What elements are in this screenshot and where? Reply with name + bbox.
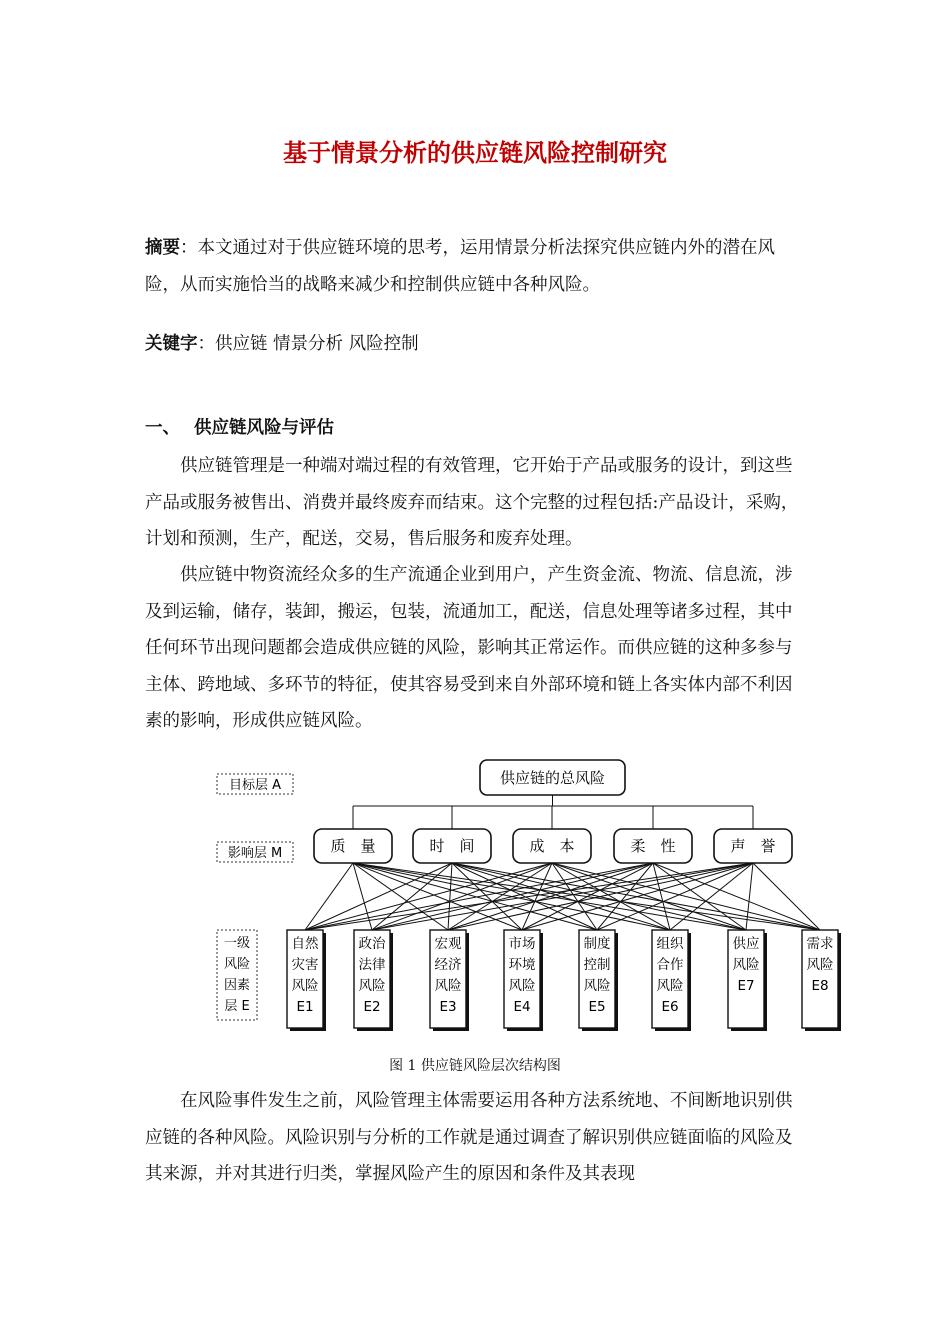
factor-node-label-line: 制度 bbox=[583, 936, 611, 952]
factor-node-label-line: 组织 bbox=[656, 936, 684, 952]
goal-layer-label: 目标层 A bbox=[228, 778, 282, 793]
risk-hierarchy-diagram bbox=[210, 758, 850, 1038]
factor-node-label-line: 经济 bbox=[434, 957, 462, 973]
connector-middle-to-factor bbox=[305, 863, 353, 930]
factor-node-label-line: 风险 bbox=[806, 957, 834, 973]
factor-layer-label-line: 一级 bbox=[223, 936, 251, 951]
abstract-text: ：本文通过对于供应链环境的思考，运用情景分析法探究供应链内外的潜在风险，从而实施恰当的战略来减少和控制供应链中各种风险。 bbox=[145, 238, 775, 295]
abstract-label: 摘要 bbox=[145, 238, 180, 258]
factor-node-label-line: E8 bbox=[811, 978, 829, 994]
factor-node-label-line: 宏观 bbox=[434, 936, 462, 952]
section-number: 一、 bbox=[145, 418, 180, 438]
keywords-text: ：供应链 情景分析 风险控制 bbox=[197, 334, 419, 354]
factor-node-label-line: 风险 bbox=[358, 978, 386, 994]
factor-node-label-line: 需求 bbox=[806, 936, 834, 952]
factor-node-label-line: 供应 bbox=[732, 936, 760, 952]
connector-middle-to-factor bbox=[448, 863, 452, 930]
factor-node-label-line: 控制 bbox=[583, 957, 611, 973]
middle-node-label: 声 誉 bbox=[730, 837, 776, 855]
top-node-label: 供应链的总风险 bbox=[499, 769, 606, 787]
risk-hierarchy-figure bbox=[210, 758, 850, 1038]
factor-layer-label-line: 层 E bbox=[224, 999, 250, 1014]
factor-layer-label-line: 因素 bbox=[223, 978, 251, 993]
factor-node-label-line: 风险 bbox=[656, 978, 684, 994]
factor-node-label-line: E1 bbox=[296, 999, 314, 1015]
abstract bbox=[145, 230, 805, 303]
factor-node-label-line: 合作 bbox=[656, 957, 684, 973]
factor-node-label-line: E6 bbox=[661, 999, 679, 1015]
connector-middle-to-factor bbox=[448, 863, 552, 930]
factor-node-label-line: 法律 bbox=[358, 957, 386, 973]
factor-layer-label-line: 风险 bbox=[223, 957, 251, 972]
paragraph-2: 供应链中物资流经众多的生产流通企业到用户，产生资金流、物流、信息流，涉及到运输，储存，装卸，搬运，包装，流通加工，配送，信息处理等诸多过程，其中任何环节出现问题都会造成供应链的风险，影响其正常运作。而供应链的这种多参与主体、跨地域、多环节的特征，使其容易受到来自外部环境和链上各实体内部不利因素的影响，形成供应链风险。 bbox=[145, 565, 793, 731]
factor-node-label-line: 灾害 bbox=[291, 957, 319, 973]
middle-node-label: 质 量 bbox=[330, 837, 376, 855]
paper-title: 基于情景分析的供应链风险控制研究 bbox=[283, 139, 667, 167]
connector-middle-to-factor bbox=[653, 863, 820, 930]
factor-node-label-line: E4 bbox=[513, 999, 531, 1015]
middle-node-label: 柔 性 bbox=[630, 837, 676, 855]
factor-node-label-line: E3 bbox=[439, 999, 457, 1015]
factor-node-label-line: 自然 bbox=[291, 936, 319, 952]
section-title: 供应链风险与评估 bbox=[194, 418, 334, 438]
factor-node-label-line: 环境 bbox=[508, 957, 536, 973]
keywords-label: 关键字 bbox=[145, 334, 198, 354]
paragraph-3: 在风险事件发生之前，风险管理主体需要运用各种方法系统地、不间断地识别供应链的各种风险。风险识别与分析的工作就是通过调查了解识别供应链面临的风险及其来源，并对其进行归类，掌握风险产生的原因和条件及其表现 bbox=[145, 1091, 793, 1184]
factor-node-label-line: 风险 bbox=[732, 957, 760, 973]
factor-node-label-line: E2 bbox=[363, 999, 381, 1015]
factor-node-label-line: E5 bbox=[588, 999, 606, 1015]
middle-node-label: 时 间 bbox=[429, 837, 475, 855]
factor-node-label-line: E7 bbox=[737, 978, 755, 994]
factor-node-label-line: 市场 bbox=[508, 936, 536, 952]
factor-node-label-line: 风险 bbox=[508, 978, 536, 994]
factor-node-label-line: 政治 bbox=[358, 936, 386, 952]
factor-node-label-line: 风险 bbox=[291, 978, 319, 994]
figure-caption: 图 1 供应链风险层次结构图 bbox=[389, 1058, 561, 1074]
influence-layer-label: 影响层 M bbox=[227, 846, 283, 861]
factor-node-label-line: 风险 bbox=[434, 978, 462, 994]
keywords bbox=[145, 326, 805, 363]
connector-middle-to-factor bbox=[597, 863, 753, 930]
factor-node-label-line: 风险 bbox=[583, 978, 611, 994]
middle-node-label: 成 本 bbox=[529, 837, 575, 855]
paragraph-1: 供应链管理是一种端对端过程的有效管理，它开始于产品或服务的设计，到这些产品或服务被售出、消费并最终废弃而结束。这个完整的过程包括:产品设计，采购，计划和预测，生产，配送，交易，售后服务和废弃处理。 bbox=[145, 456, 799, 549]
connector-middle-to-factor bbox=[597, 863, 653, 930]
section-heading bbox=[145, 414, 334, 439]
